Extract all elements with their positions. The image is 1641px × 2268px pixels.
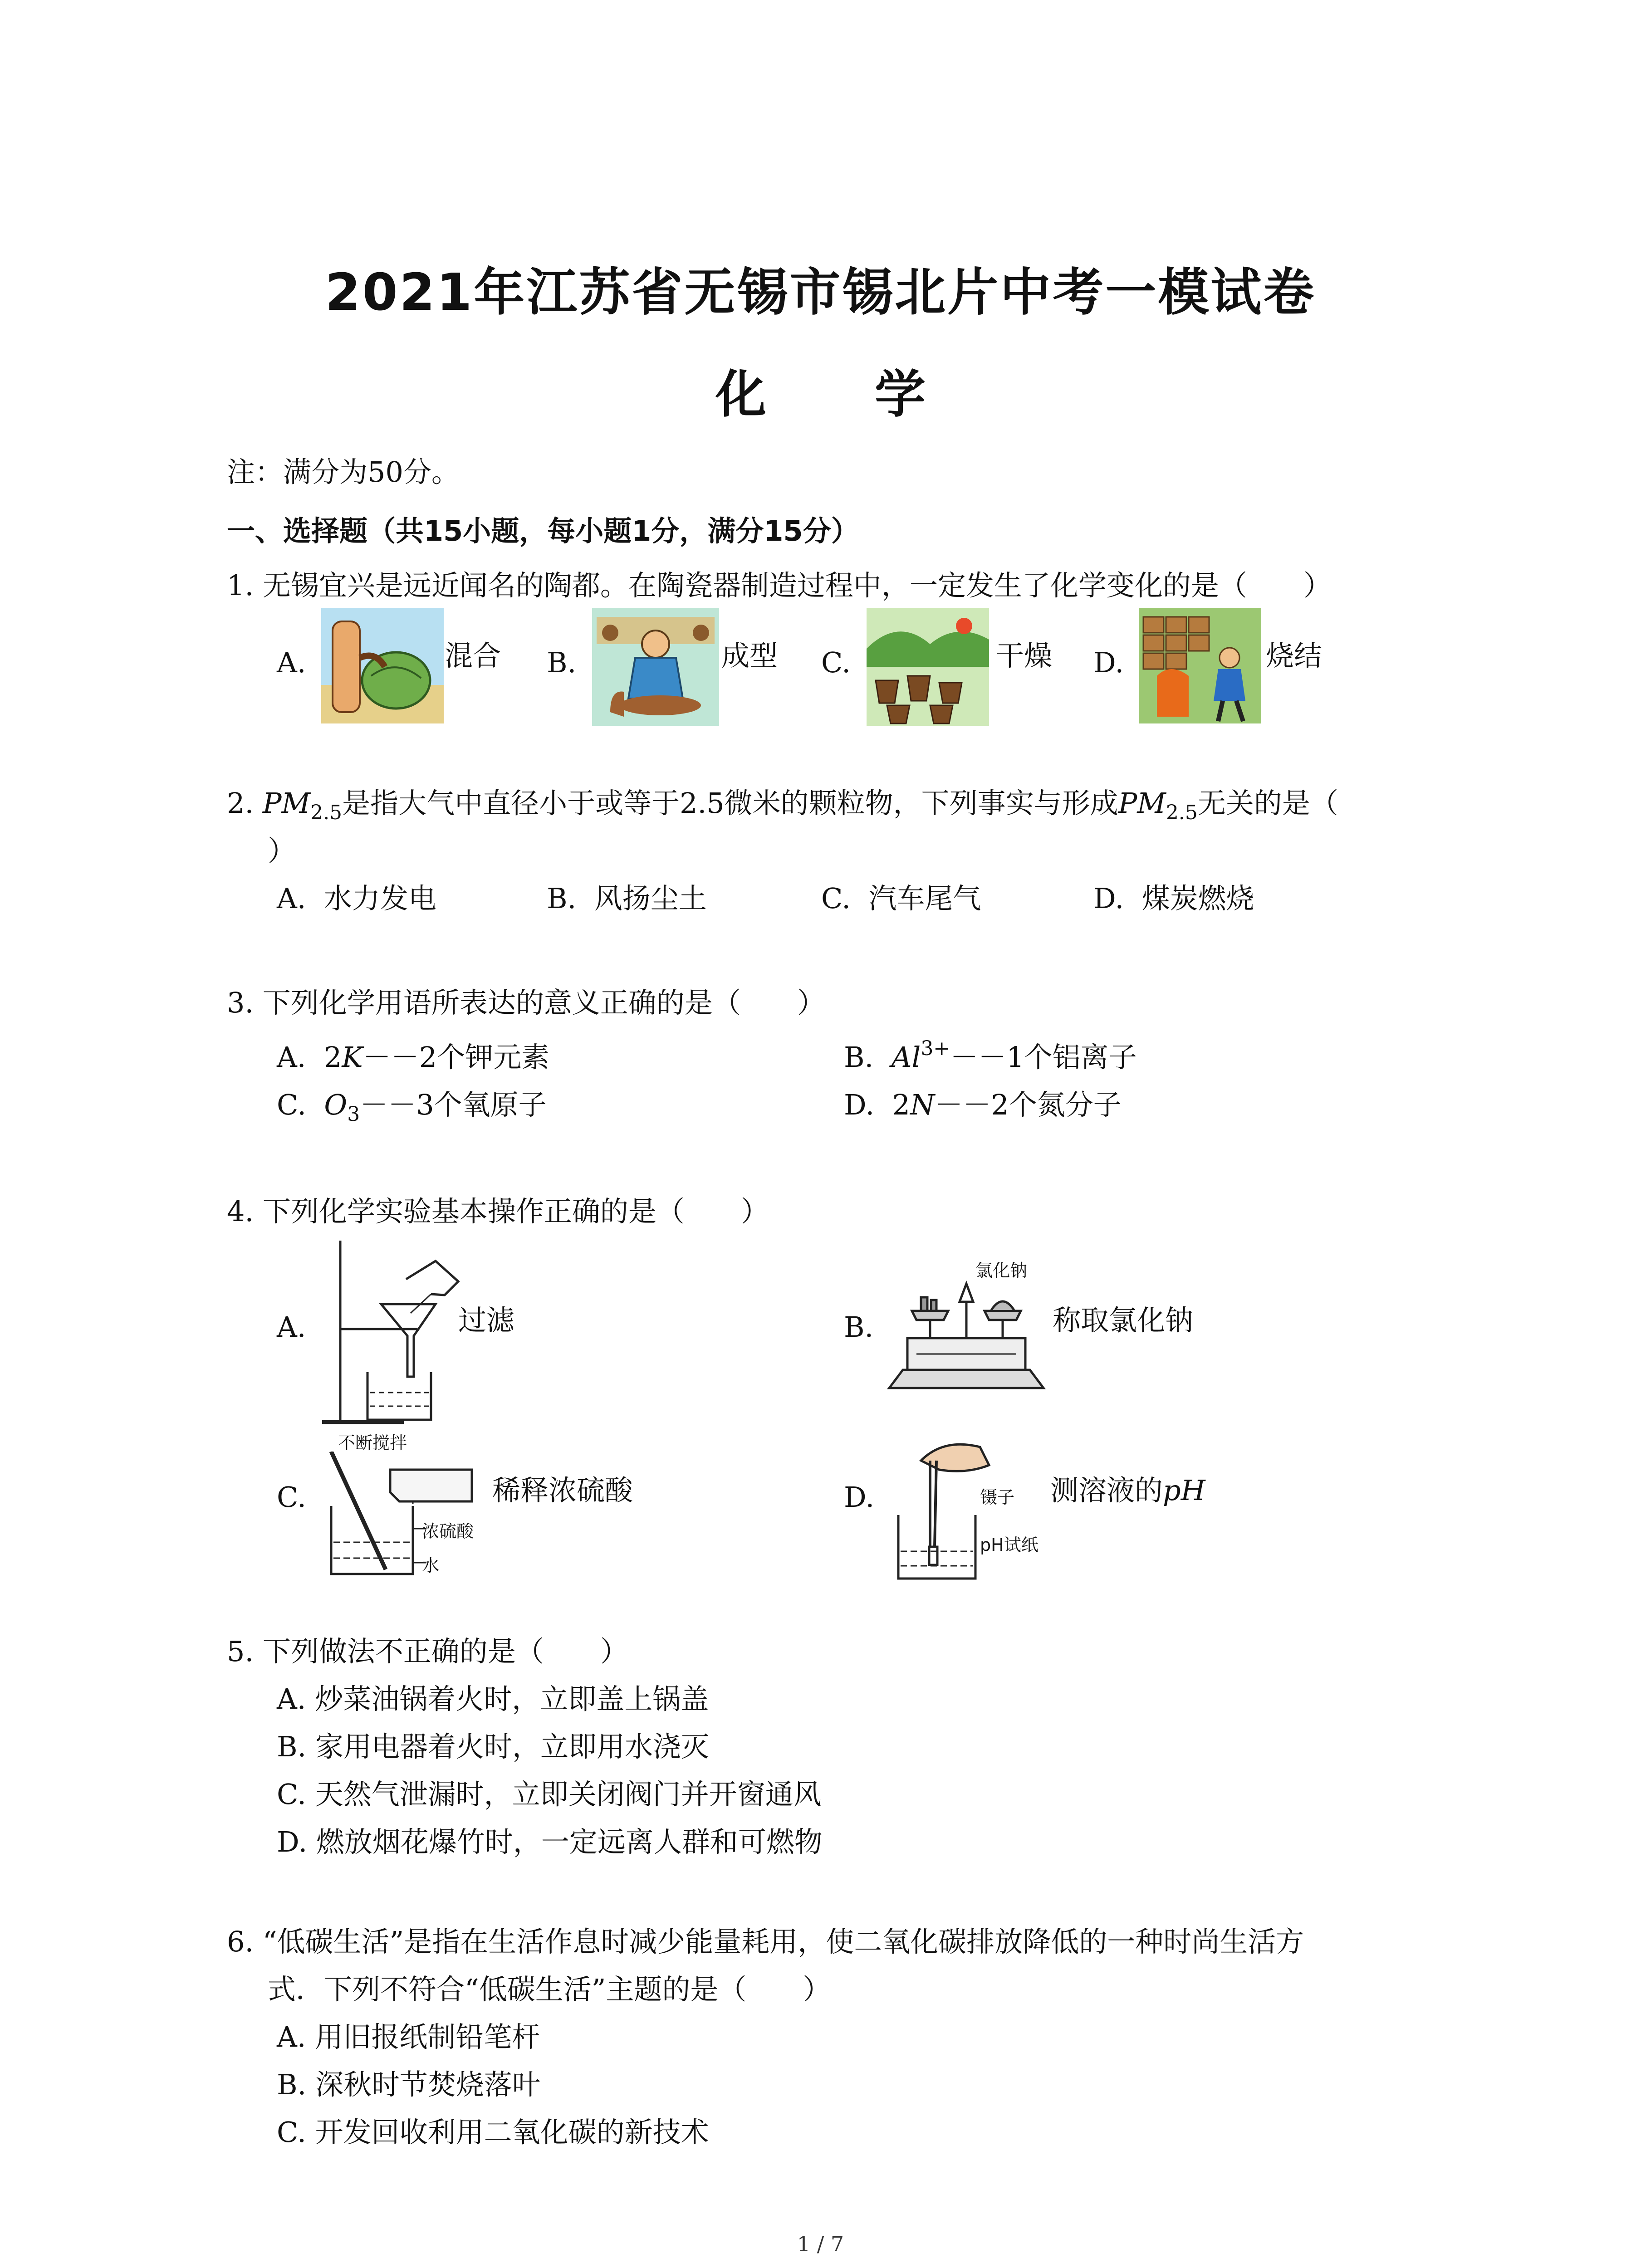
question-1-stem: 1. 无锡宜兴是远近闻名的陶都。在陶瓷器制造过程中，一定发生了化学变化的是（ ）	[227, 569, 1332, 602]
q3-option-d	[844, 1088, 1122, 1121]
question-2-stem	[227, 787, 1338, 824]
concentrated-sulfuric-acid-label: 浓硫酸	[422, 1521, 474, 1541]
question-5-stem: 5. 下列做法不正确的是（ ）	[227, 1635, 628, 1668]
q5-option-c: C. 天然气泄漏时，立即关闭阀门并开窗通风	[277, 1778, 822, 1811]
q2-option-d-letter: D.	[1093, 882, 1124, 915]
q1-option-b-letter: B.	[547, 646, 577, 679]
q2-number: 2.	[227, 787, 254, 820]
pm-symbol: PM	[262, 787, 311, 820]
pm-subscript: 2.5	[310, 801, 343, 824]
question-4-stem: 4. 下列化学实验基本操作正确的是（ ）	[227, 1195, 769, 1228]
score-note: 注：满分为50分。	[227, 455, 460, 489]
filtration-apparatus-picture	[318, 1241, 463, 1427]
q1-option-c-text: 干燥	[996, 639, 1053, 672]
q3-option-b-letter: B.	[844, 1041, 874, 1074]
q3-option-c	[277, 1088, 547, 1126]
q2-stem-close: ）	[268, 834, 296, 867]
pottery-wheel-picture	[592, 608, 719, 726]
q2-option-a	[277, 882, 436, 915]
stir-constantly-label: 不断搅拌	[338, 1433, 407, 1453]
q4-option-c-text: 稀释浓硫酸	[492, 1474, 633, 1507]
tweezers-label: 镊子	[980, 1487, 1015, 1507]
q3-a-symbol: K	[342, 1041, 363, 1074]
q2-option-b-letter: B.	[547, 882, 577, 915]
q2-stem-end: 无关的是（	[1197, 787, 1338, 820]
q2-option-a-text: 水力发电	[323, 882, 436, 915]
q1-option-b-text: 成型	[721, 639, 778, 672]
q2-option-c	[821, 882, 981, 915]
question-6-stem-line1: 6. “低碳生活”是指在生活作息时减少能量耗用，使二氧化碳排放降低的一种时尚生活方	[227, 1925, 1304, 1958]
q3-d-coefficient: 2	[892, 1088, 911, 1121]
q1-option-a-letter: A.	[277, 646, 306, 679]
q3-b-charge: 3+	[921, 1037, 950, 1060]
q4-option-a-letter: A.	[277, 1310, 306, 1344]
q2-option-b	[547, 882, 707, 915]
kiln-firing-picture	[1139, 608, 1261, 723]
q5-option-b: B. 家用电器着火时，立即用水浇灭	[277, 1730, 709, 1763]
q1-option-d-text: 烧结	[1266, 639, 1323, 672]
q5-option-a: A. 炒菜油锅着火时，立即盖上锅盖	[277, 1682, 709, 1716]
q3-b-text: －－1个铝离子	[950, 1041, 1137, 1074]
q3-option-d-letter: D.	[844, 1088, 875, 1121]
question-3-stem: 3. 下列化学用语所表达的意义正确的是（ ）	[227, 986, 825, 1019]
q4-option-b-text: 称取氯化钠	[1053, 1304, 1194, 1337]
q3-c-subscript: 3	[347, 1103, 360, 1126]
question-6-stem-line2: 式．下列不符合“低碳生活”主题的是（ ）	[268, 1973, 831, 2006]
q3-b-symbol: Al	[891, 1041, 921, 1074]
q4-option-c-letter: C.	[277, 1481, 306, 1514]
water-label: 水	[422, 1555, 440, 1575]
q2-option-d-text: 煤炭燃烧	[1141, 882, 1254, 915]
q4-option-b-letter: B.	[844, 1310, 874, 1344]
mixing-clay-picture	[321, 608, 444, 723]
subject-title: 化 学	[715, 365, 971, 424]
q3-c-symbol: O	[324, 1088, 348, 1121]
q2-option-a-letter: A.	[277, 882, 306, 915]
q3-option-c-letter: C.	[277, 1088, 306, 1121]
ph-test-picture	[889, 1433, 998, 1583]
balance-weighing-picture	[885, 1275, 1048, 1393]
q2-option-c-letter: C.	[821, 882, 851, 915]
q4-option-a-text: 过滤	[458, 1304, 515, 1337]
q4-option-d-text	[1050, 1476, 1205, 1505]
pm-symbol-2: PM	[1118, 787, 1166, 820]
q2-option-c-text: 汽车尾气	[868, 882, 981, 915]
q1-option-c-letter: C.	[821, 646, 851, 679]
q3-option-a-letter: A.	[277, 1041, 306, 1074]
page-number: 1 / 7	[797, 2232, 844, 2256]
q2-option-d	[1093, 882, 1254, 915]
q5-option-d: D. 燃放烟花爆竹时，一定远离人群和可燃物	[277, 1825, 823, 1858]
q3-option-a	[277, 1041, 550, 1074]
q1-option-a-text: 混合	[445, 639, 501, 672]
q3-d-symbol: N	[910, 1088, 935, 1121]
drying-pots-picture	[867, 608, 989, 726]
q3-c-text: －－3个氧原子	[360, 1088, 547, 1121]
q6-option-a: A. 用旧报纸制铅笔杆	[277, 2020, 540, 2053]
q4-d-ph-symbol: pH	[1163, 1474, 1205, 1507]
sodium-chloride-label: 氯化钠	[975, 1261, 1028, 1281]
q3-d-text: －－2个氮分子	[935, 1088, 1122, 1121]
q3-a-text: －－2个钾元素	[362, 1041, 550, 1074]
exam-title: 2021年江苏省无锡市锡北片中考一模试卷	[325, 263, 1316, 322]
section-heading: 一、选择题（共15小题，每小题1分，满分15分）	[227, 514, 859, 547]
q4-option-d-letter: D.	[844, 1481, 875, 1514]
ph-paper-label: pH试纸	[980, 1535, 1038, 1555]
pm-subscript-2: 2.5	[1166, 801, 1198, 824]
q4-d-text-main: 测溶液的	[1050, 1474, 1163, 1507]
q1-option-d-letter: D.	[1093, 646, 1124, 679]
q3-a-coefficient: 2	[323, 1041, 342, 1074]
q2-option-b-text: 风扬尘土	[594, 882, 707, 915]
q2-stem-middle: 是指大气中直径小于或等于2.5微米的颗粒物，下列事实与形成	[342, 787, 1118, 820]
q6-option-c: C. 开发回收利用二氧化碳的新技术	[277, 2116, 709, 2149]
dilute-acid-picture	[322, 1452, 495, 1579]
q6-option-b: B. 深秋时节焚烧落叶	[277, 2068, 540, 2101]
q3-option-b	[844, 1037, 1137, 1074]
